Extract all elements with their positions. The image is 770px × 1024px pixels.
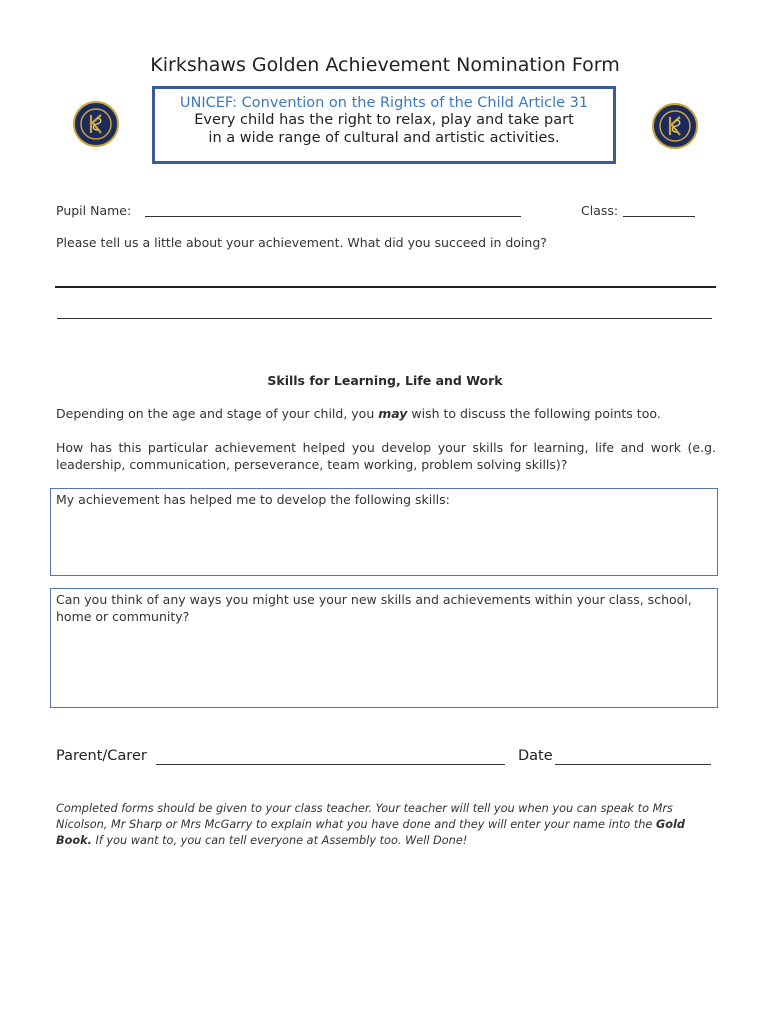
depending-paragraph bbox=[56, 405, 716, 422]
parent-carer-label: Parent/Carer bbox=[56, 748, 147, 764]
note-text-2: If you want to, you can tell everyone at Assembly too. Well Done! bbox=[91, 834, 468, 847]
skills-developed-prompt: My achievement has helped me to develop the following skills: bbox=[56, 492, 450, 507]
unicef-line-2: in a wide range of cultural and artistic activities. bbox=[208, 130, 560, 146]
submission-note bbox=[56, 801, 721, 849]
skills-developed-box[interactable] bbox=[50, 488, 718, 576]
unicef-title: UNICEF: Convention on the Rights of the Child Article 31 bbox=[179, 95, 589, 111]
parent-carer-field[interactable] bbox=[156, 764, 505, 765]
pupil-name-field[interactable] bbox=[145, 216, 521, 217]
school-crest-icon bbox=[73, 101, 119, 147]
pupil-name-label: Pupil Name: bbox=[56, 203, 132, 218]
depending-text-after: wish to discuss the following points too. bbox=[407, 406, 661, 421]
achievement-line-1[interactable] bbox=[55, 286, 716, 288]
skills-heading: Skills for Learning, Life and Work bbox=[267, 373, 503, 388]
date-label: Date bbox=[518, 748, 553, 764]
date-field[interactable] bbox=[555, 764, 711, 765]
depending-emphasis: may bbox=[378, 406, 408, 421]
unicef-line-1: Every child has the right to relax, play and take part bbox=[194, 112, 574, 128]
how-has-paragraph: How has this particular achievement helped you develop your skills for learning, life and work (e.g. leadership, communication, perseverance, team working, problem solving skills)? bbox=[56, 440, 716, 472]
achievement-line-2[interactable] bbox=[57, 318, 712, 319]
unicef-article-box bbox=[152, 86, 616, 164]
class-label: Class: bbox=[581, 203, 619, 218]
future-use-prompt: Can you think of any ways you might use your new skills and achievements within your class, school, home or community? bbox=[56, 592, 692, 624]
depending-text-before: Depending on the age and stage of your child, you bbox=[56, 406, 379, 421]
school-crest-icon bbox=[652, 103, 698, 149]
class-field[interactable] bbox=[623, 216, 695, 217]
note-text-1: Completed forms should be given to your class teacher. Your teacher will tell you when you can speak to Mrs Nicolson, Mr Sharp or Mrs McGarry to explain what you have done and they will enter your name into the bbox=[56, 802, 673, 831]
future-use-box[interactable] bbox=[50, 588, 718, 708]
page-title: Kirkshaws Golden Achievement Nomination Form bbox=[150, 54, 620, 76]
note-gold-book: Gold Book. bbox=[56, 818, 685, 847]
achievement-prompt: Please tell us a little about your achievement. What did you succeed in doing? bbox=[56, 235, 547, 250]
